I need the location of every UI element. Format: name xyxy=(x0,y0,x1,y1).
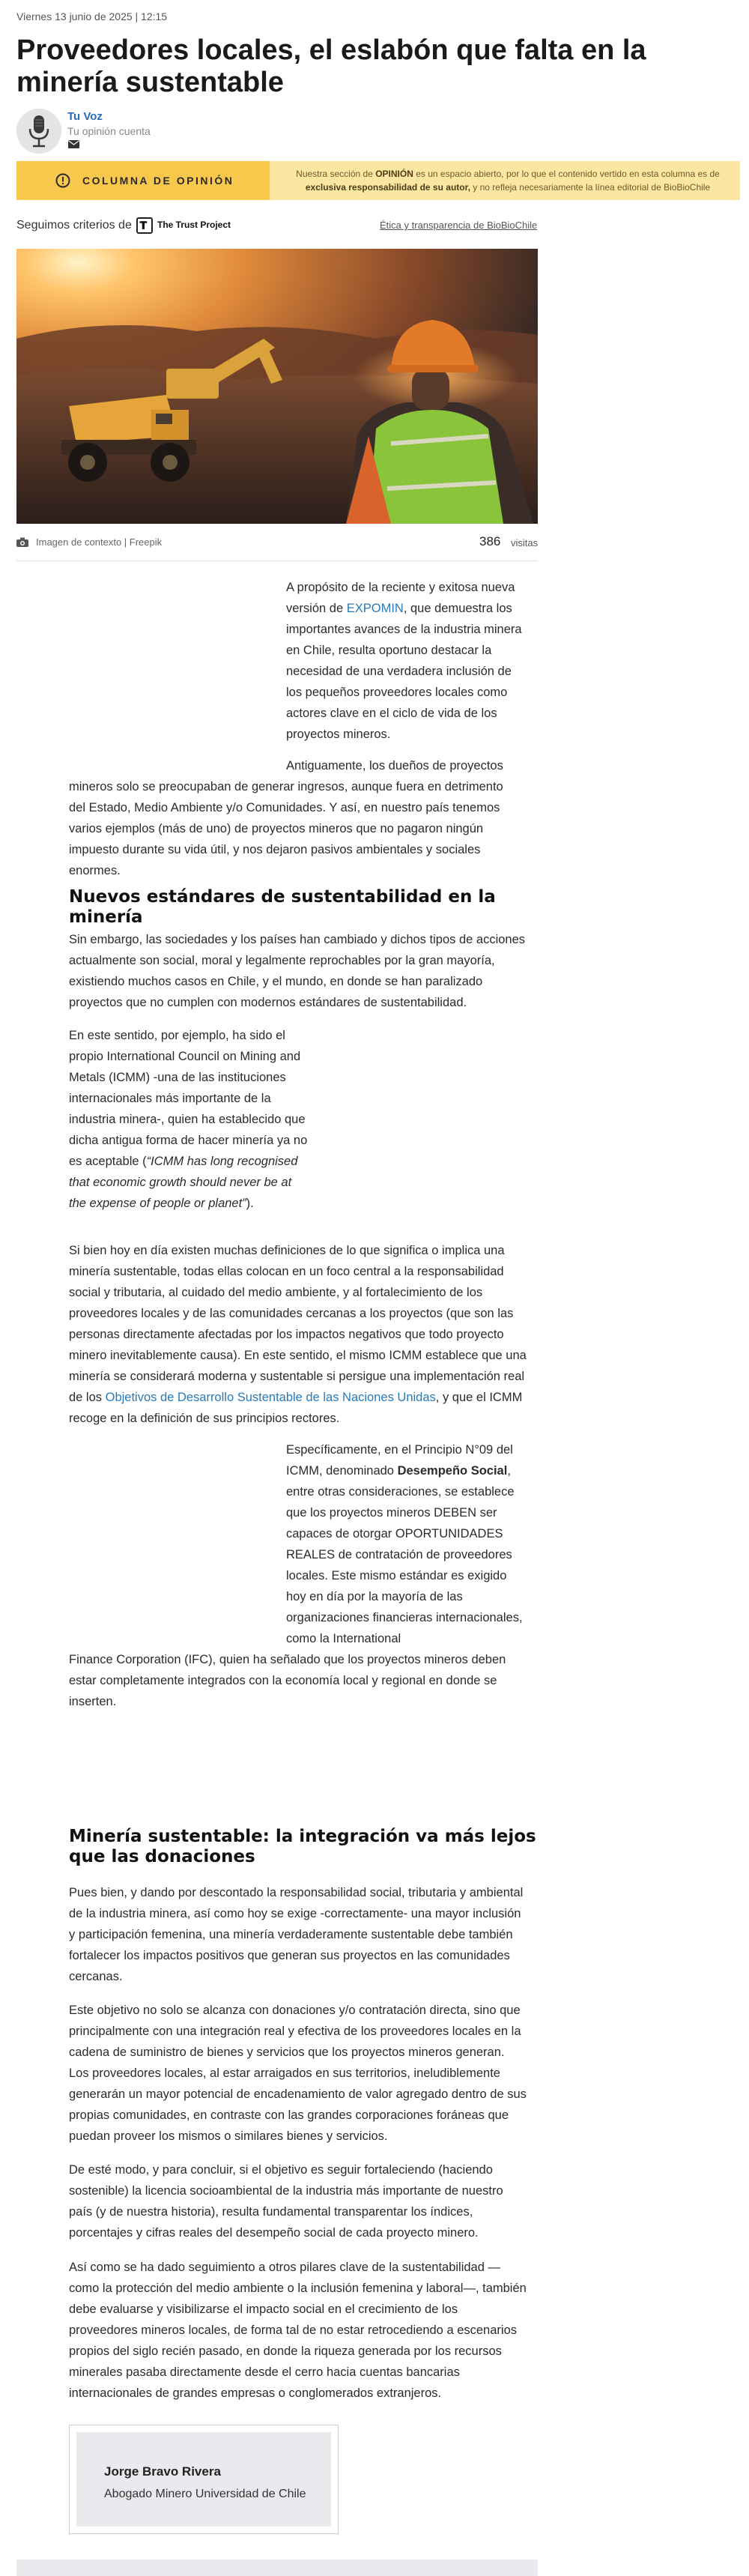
bottom-strip xyxy=(16,2560,538,2576)
visits-label: visitas xyxy=(511,537,539,548)
paragraph-6-continued: Finance Corporation (IFC), quien ha señalado que los proyectos mineros deben estar completamente integrados con la economía local y regional en donde se inserten. xyxy=(69,1653,506,1708)
paragraph-2: Antiguamente, los dueños de proyectos mineros solo se preocupaban de generar ingresos, aunque fuera en detrimento del Estado, Medio Ambiente y/o Comunidades. Y así, en nuestro país tenemos varios ejemplos (más de uno) de proyectos mineros que no pagaron ningún impuesto durante su vida útil, y nos dejaron pasivos ambientales y sociales enormes. xyxy=(69,759,503,877)
paragraph-1: A propósito de la reciente y exitosa nueva versión de EXPOMIN, que demuestra los importantes avances de la industria minera en Chile, resulta oportuno destacar la necesidad de una verdadera inclusión de los pequeños proveedores locales como actores clave en el ciclo de vida de los proyectos mineros. xyxy=(286,581,522,741)
section-heading-1: Nuevos estándares de sustentabilidad en la minería xyxy=(69,887,496,927)
microphone-icon[interactable] xyxy=(16,109,61,154)
divider xyxy=(16,560,538,561)
section-heading-2: Minería sustentable: la integración va más lejos que las donaciones xyxy=(69,1827,536,1866)
paragraph-10: Así como se ha dado seguimiento a otros pilares clave de la sustentabilidad —como la protección del medio ambiente o la inclusión femenina y laboral—, también debe evaluarse y visibilizarse el impacto social en el crecimiento de los proveedores mineros locales, de forma tal de no estar retrocediendo a escenarios propios del siglo recién pasado, en donde la riqueza generada por los recursos minerales pasaba directamente desde el cerro hacia cuentas bancarias internacionales de grandes empresas o conglomerados extranjeros. xyxy=(69,2261,527,2400)
paragraph-3: Sin embargo, las sociedades y los países han cambiado y dichos tipos de acciones actualmente son social, moral y legalmente reprochables por la gran mayoría, existiendo muchos casos en Chile, y el mundo, en donde se han paralizado proyectos que no cumplen con modernos estándares de sustentabilidad. xyxy=(69,933,526,1009)
paragraph-9: De esté modo, y para concluir, si el objetivo es seguir fortaleciendo (haciendo sostenible) la licencia socioambiental de la industria más importante de nuestro país (y de nuestra historia), resulta fundamental transparentar los índices, porcentajes y cifras reales del desempeño social de cada proyecto minero. xyxy=(69,2163,503,2240)
paragraph-5: Si bien hoy en día existen muchas definiciones de lo que significa o implica una minería sustentable, todas ellas colocan en un foco central a la responsabilidad social y tributaria, al cuidado del medio ambiente, y al fortalecimiento de los proveedores locales y de las comunidades cercanas a los proyectos (que son las personas directamente afectadas por los impactos negativos que todo proyecto minero inevitablemente causa). En este sentido, el mismo ICMM establece que una minería se considerará moderna y sustentable si persigue una implementación real de los Objetivos de Desarrollo Sustentable de las Naciones Unidas, y que el ICMM recoge en la definición de sus principios rectores. xyxy=(69,1244,527,1425)
author-name-link[interactable]: Tu Voz xyxy=(67,110,103,123)
trust-project-name: The Trust Project xyxy=(157,220,231,230)
hero-image xyxy=(16,249,538,524)
signature-panel xyxy=(76,2432,331,2527)
signature-role: Abogado Minero Universidad de Chile xyxy=(104,2488,306,2500)
paragraph-4: En este sentido, por ejemplo, ha sido el propio International Council on Mining and Metals (ICMM) -una de las instituciones internacionales más importante de la industria minera-, quien ha establecido que dicha antigua forma de hacer minería ya no es aceptable (“ICMM has long recognised that economic growth should never be at the expense of people or planet”). xyxy=(69,1029,308,1210)
paragraph-7: Pues bien, y dando por descontado la responsabilidad social, tributaria y ambiental de la industria minera, así como hoy se exige -correctamente- una mayor inclusión y participación femenina, una minería verdaderamente sustentable debe también fortalecer los impactos positivos que generan sus proyectos en las comunidades cercanas. xyxy=(69,1886,524,1983)
author-signature-box xyxy=(69,2425,339,2534)
envelope-icon[interactable] xyxy=(68,140,79,148)
opinion-label: COLUMNA DE OPINIÓN xyxy=(82,175,234,187)
opinion-label-box xyxy=(16,161,270,200)
paragraph-8: Este objetivo no solo se alcanza con donaciones y/o contratación directa, sino que principalmente con una integración real y efectiva de los proveedores locales en la cadena de suministro de bienes y servicios que los proyectos mineros generan. Los proveedores locales, al estar arraigados en sus territorios, ineludiblemente generarán un mayor potencial de encadenamiento de valor agregado dentro de sus propias comunidades, en contraste con las grandes corporaciones foráneas que puedan proveer los mismos o similares bienes y servicios. xyxy=(69,2004,527,2143)
expomin-link[interactable]: EXPOMIN xyxy=(346,602,404,615)
signature-name: Jorge Bravo Rivera xyxy=(104,2464,221,2479)
image-caption: Imagen de contexto | Freepik xyxy=(36,536,163,548)
criteria-label: Seguimos criterios de xyxy=(16,219,132,232)
visits-count: 386 xyxy=(479,534,501,548)
paragraph-6: Específicamente, en el Principio N°09 del ICMM, denominado Desempeño Social, entre otras consideraciones, se establece que los proyectos mineros DEBEN ser capaces de otorgar OPORTUNIDADES REALES de contratación de proveedores locales. Este mismo estándar es exigido hoy en día por la mayoría de las organizaciones financieras internacionales, como la International xyxy=(286,1443,523,1645)
publish-date: Viernes 13 junio de 2025 | 12:15 xyxy=(16,10,168,22)
ods-link[interactable]: Objetivos de Desarrollo Sustentable de las Naciones Unidas xyxy=(105,1391,436,1404)
ethics-link[interactable]: Ética y transparencia de BioBioChile xyxy=(380,220,538,231)
opinion-banner xyxy=(16,161,740,200)
camera-icon xyxy=(16,537,28,547)
trust-project-icon xyxy=(136,217,153,234)
author-subtitle: Tu opinión cuenta xyxy=(67,125,151,137)
exclamation-circle-icon xyxy=(55,173,70,188)
opinion-disclaimer: Nuestra sección de OPINIÓN es un espacio abierto, por lo que el contenido vertido en esta columna es de exclusiva responsabilidad de su autor, y no refleja necesariamente la línea editorial de BioBioChile xyxy=(296,169,720,193)
page-title: Proveedores locales, el eslabón que falta en la minería sustentable xyxy=(16,34,646,98)
